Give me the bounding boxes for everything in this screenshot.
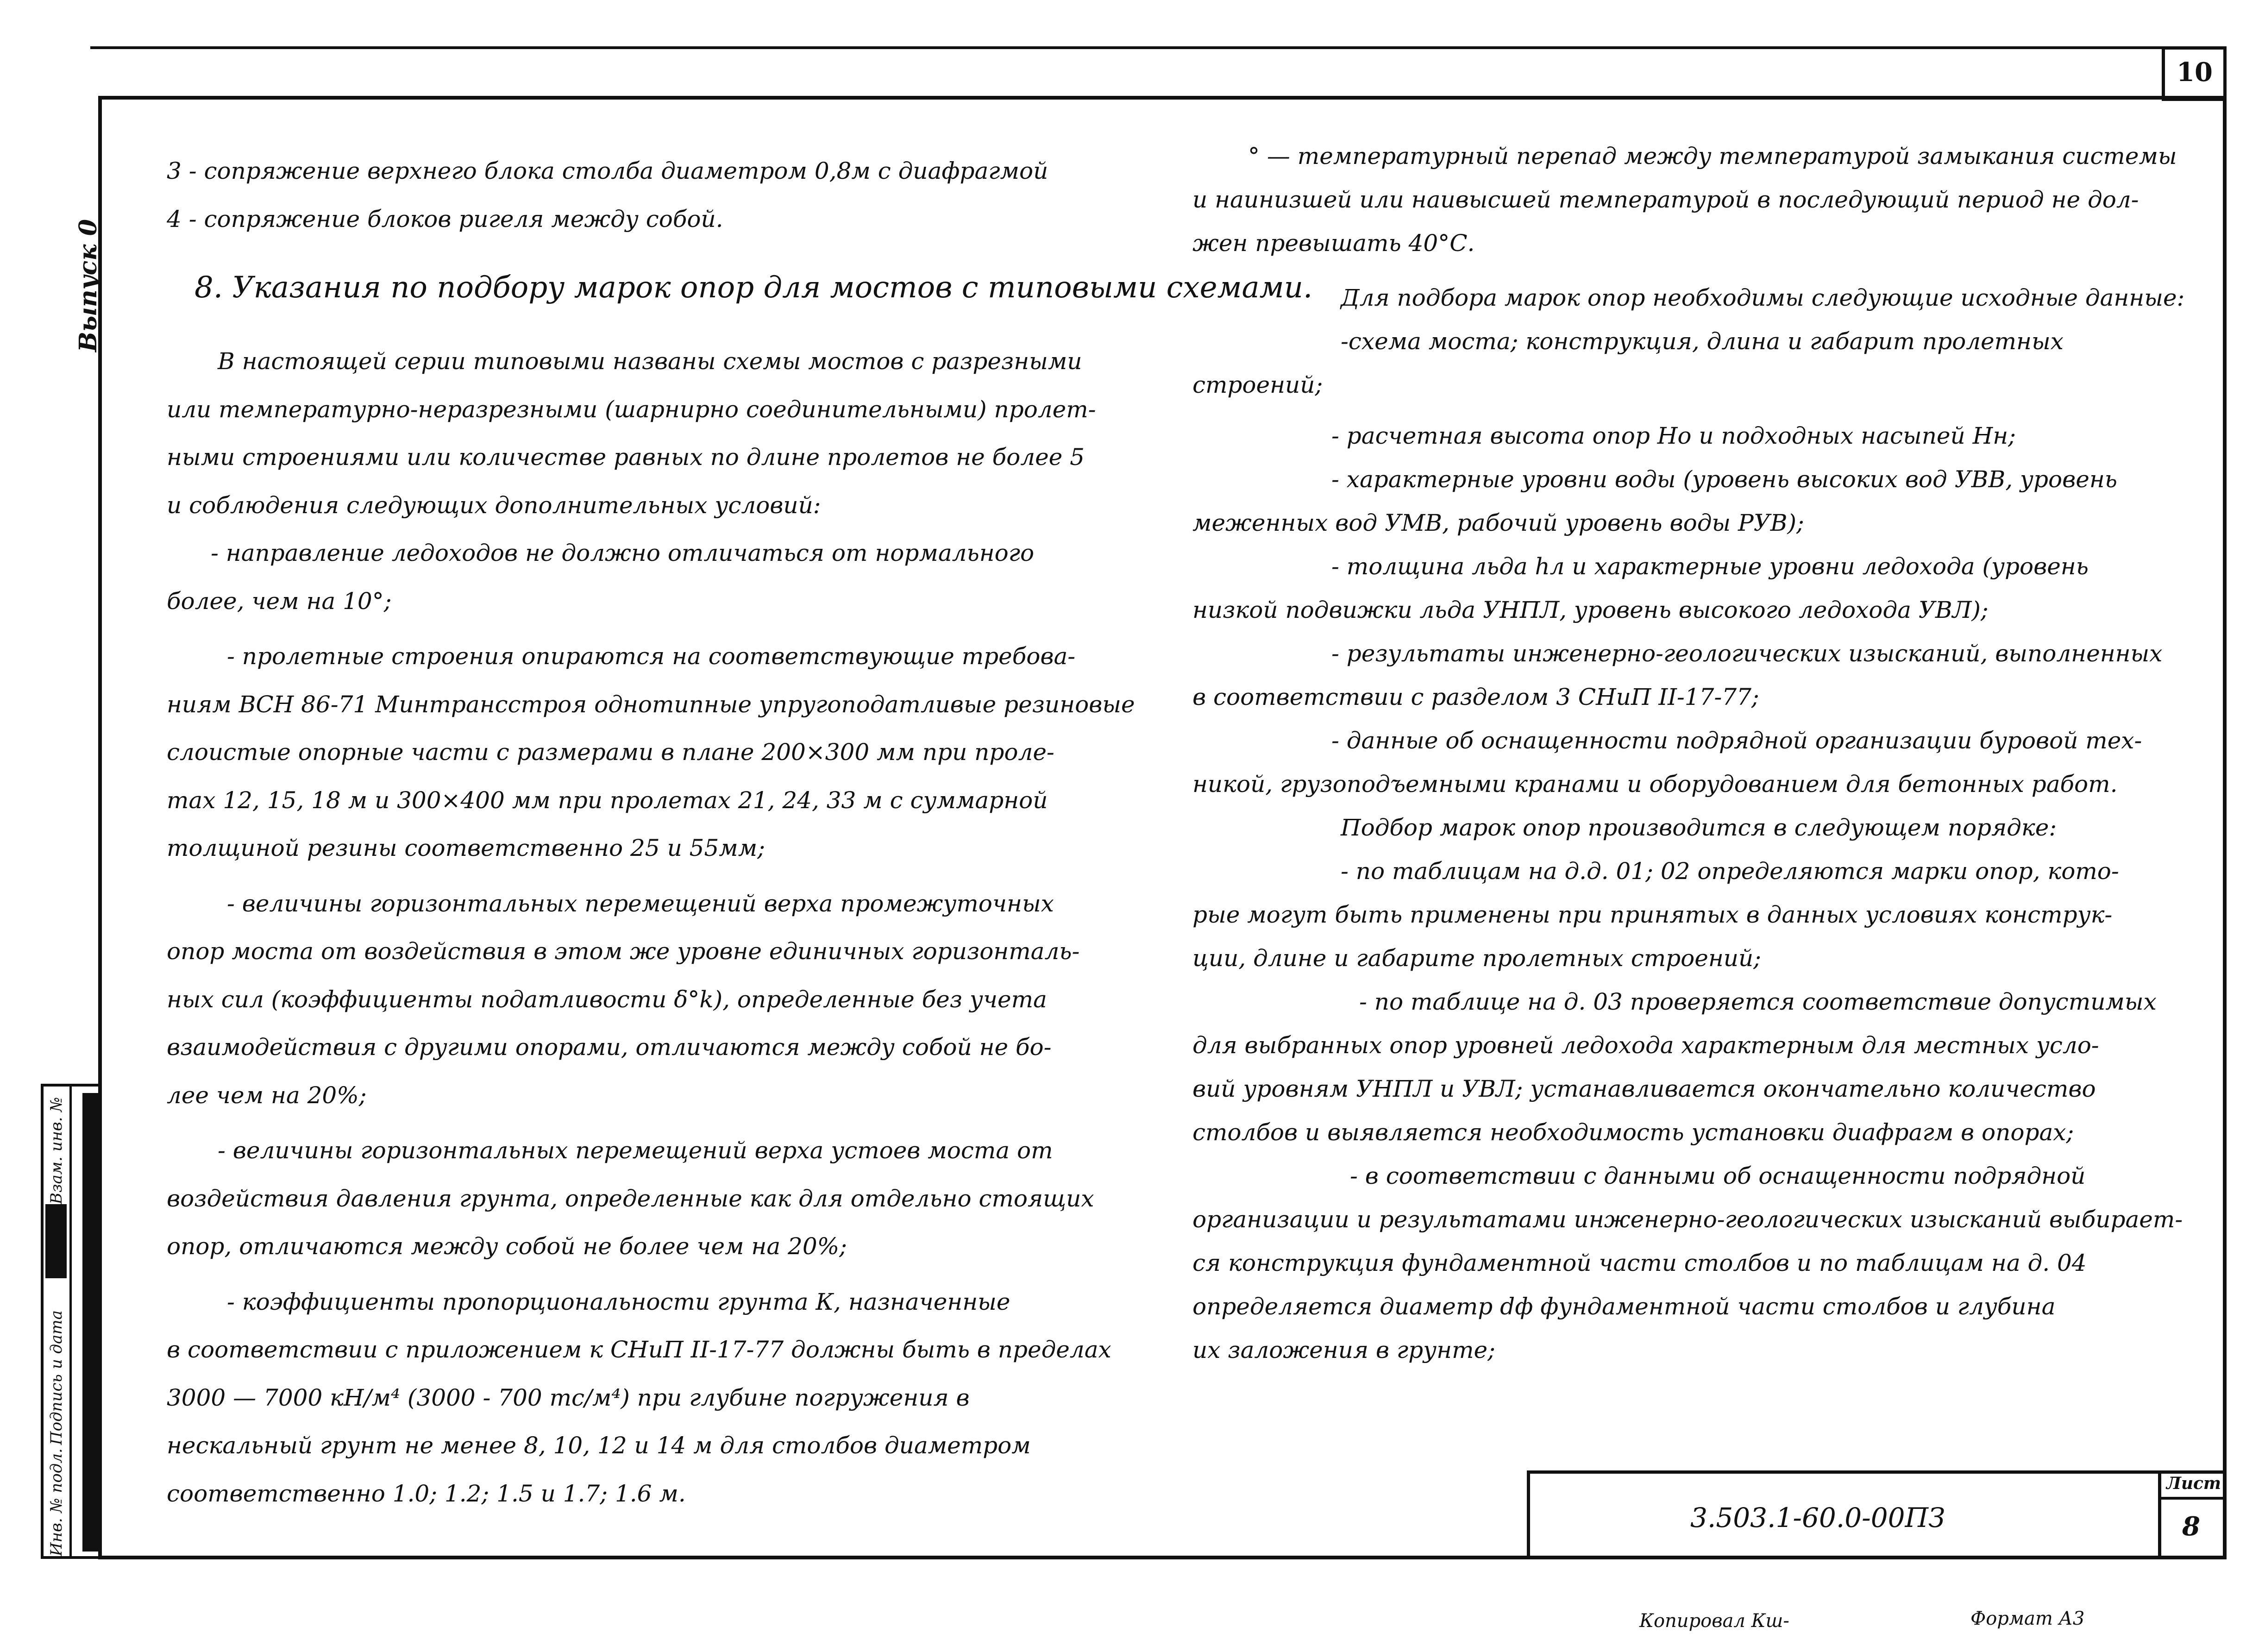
paragraph-line: рые могут быть применены при принятых в данных условиях конструк- — [1192, 901, 2113, 928]
list-item: 4 - сопряжение блоков ригеля между собой. — [167, 205, 723, 232]
stamp-label-sign: Подпись и дата — [47, 1310, 66, 1445]
paragraph-line: ными строениями или количестве равных по длине пролетов не более 5 — [167, 444, 1085, 471]
paragraph-line: - в соответствии с данными об оснащенности подрядной — [1350, 1162, 2086, 1189]
section-heading: 8. Указания по подбору марок опор для мостов с типовыми схемами. — [195, 270, 1313, 305]
sheet-number: 8 — [2182, 1511, 2200, 1542]
paragraph-line: опор, отличаются между собой не более чем на 20%; — [167, 1233, 847, 1260]
paragraph-line: - расчетная высота опор Hо и подходных насыпей Hн; — [1331, 422, 2016, 449]
paragraph-line: воздействия давления грунта, определенные как для отдельно стоящих — [167, 1185, 1094, 1212]
paragraph-line: - толщина льда hл и характерные уровни ледохода (уровень — [1331, 553, 2089, 580]
stamp-label-replace: Взам. инв. № — [47, 1097, 66, 1204]
sheet-label: Лист — [2166, 1474, 2221, 1493]
paragraph-line: - величины горизонтальных перемещений верха промежуточных — [227, 890, 1054, 917]
paragraph-line: ных сил (коэффициенты податливости δ°k), определенные без учета — [167, 986, 1047, 1013]
paragraph-line: низкой подвижки льда УНПЛ, уровень высокого ледохода УВЛ); — [1192, 597, 1989, 623]
paragraph-line: - данные об оснащенности подрядной организации буровой тех- — [1331, 727, 2142, 754]
paragraph-line: - пролетные строения опираются на соответствующие требова- — [227, 643, 1076, 670]
paragraph-line: в соответствии с приложением к СНиП II-17-77 должны быть в пределах — [167, 1336, 1111, 1363]
paragraph-line: -схема моста; конструкция, длина и габарит пролетных — [1341, 328, 2064, 355]
paragraph-line: столбов и выявляется необходимость установки диафрагм в опорах; — [1192, 1119, 2074, 1146]
paragraph-line: ниям ВСН 86-71 Минтрансстроя однотипные упругоподатливые резиновые — [167, 691, 1135, 718]
paragraph-line: тах 12, 15, 18 м и 300×400 мм при пролетах 21, 24, 33 м с суммарной — [167, 786, 1048, 814]
paragraph-line: и соблюдения следующих дополнительных условий: — [167, 491, 821, 519]
paragraph-line: - направление ледоходов не должно отличаться от нормального — [211, 540, 1035, 566]
paragraph-line: взаимодействия с другими опорами, отличаются между собой не бо- — [167, 1034, 1052, 1061]
sheet-label-divider — [2158, 1497, 2227, 1500]
paragraph-line: жен превышать 40°С. — [1192, 230, 1475, 257]
paragraph-line: - по таблице на д. 03 проверяется соответствие допустимых — [1359, 988, 2157, 1015]
issue-note: Выпуск 0 — [74, 219, 102, 352]
left-column — [167, 147, 1312, 1518]
paragraph-line: 3000 — 7000 кН/м⁴ (3000 - 700 тс/м⁴) при глубине погружения в — [167, 1384, 970, 1411]
paragraph-line: - по таблицам на д.д. 01; 02 определяются марки опор, кото- — [1341, 858, 2119, 885]
paragraph-line: - коэффициенты пропорциональности грунта К, назначенные — [227, 1288, 1010, 1315]
paragraph-line: их заложения в грунте; — [1192, 1337, 1495, 1363]
stamp-label-inv: Инв. № подл. — [47, 1448, 66, 1556]
paragraph-line: - результаты инженерно-геологических изысканий, выполненных — [1331, 640, 2163, 667]
footnote-line: ° — температурный перепад между температурой замыкания системы — [1248, 143, 2177, 170]
paragraph-line: лее чем на 20%; — [167, 1081, 367, 1109]
paragraph-line: соответственно 1.0; 1.2; 1.5 и 1.7; 1.6 м. — [167, 1480, 686, 1507]
paragraph-line: Подбор марок опор производится в следующем порядке: — [1341, 814, 2057, 841]
paragraph-line: меженных вод УМВ, рабочий уровень воды РУВ); — [1192, 509, 1804, 536]
paragraph-line: - характерные уровни воды (уровень высоких вод УВВ, уровень — [1331, 466, 2117, 493]
paragraph-line: строений; — [1192, 371, 1323, 398]
document-code: 3.503.1-60.0-00ПЗ — [1690, 1502, 1945, 1533]
top-line — [90, 46, 2209, 49]
paragraph-line: более, чем на 10°; — [167, 587, 392, 615]
paragraph-line: толщиной резины соответственно 25 и 55мм; — [167, 835, 765, 861]
paragraph-line: ся конструкция фундаментной части столбов и по таблицам на д. 04 — [1192, 1250, 2087, 1276]
paragraph-line: и наинизшей или наивысшей температурой в последующий период не дол- — [1192, 186, 2139, 213]
binding-strip-bar — [82, 1093, 98, 1551]
list-item: 3 - сопряжение верхнего блока столба диаметром 0,8м с диафрагмой — [167, 157, 1048, 184]
paragraph-line: организации и результатами инженерно-геологических изысканий выбирает- — [1192, 1206, 2183, 1233]
binding-strip-divider — [69, 1084, 72, 1559]
paragraph-line: определяется диаметр dф фундаментной части столбов и глубина — [1192, 1293, 2056, 1320]
right-column — [1192, 134, 2184, 1372]
paragraph-line: никой, грузоподъемными кранами и оборудованием для бетонных работ. — [1192, 771, 2118, 798]
paragraph-line: - величины горизонтальных перемещений верха устоев моста от — [218, 1137, 1053, 1164]
paragraph-line: в соответствии с разделом 3 СНиП II-17-77; — [1192, 684, 1759, 710]
paragraph-line: ции, длине и габарите пролетных строений; — [1192, 945, 1762, 972]
page-number: 10 — [2177, 57, 2213, 88]
paragraph-line: нескальный грунт не менее 8, 10, 12 и 14 м для столбов диаметром — [167, 1432, 1031, 1459]
paragraph-line: В настоящей серии типовыми названы схемы мостов с разрезными — [218, 348, 1082, 375]
copied-by: Копировал Кш- — [1639, 1610, 1789, 1632]
paragraph-line: слоистые опорные части с размерами в плане 200×300 мм при проле- — [167, 739, 1054, 766]
sheet-format: Формат А3 — [1970, 1608, 2085, 1629]
signature-blot — [45, 1204, 67, 1278]
paragraph-line: вий уровням УНПЛ и УВЛ; устанавливается окончательно количество — [1192, 1075, 2096, 1102]
paragraph-line: или температурно-неразрезными (шарнирно соединительными) пролет- — [167, 396, 1096, 423]
title-block-divider — [2158, 1470, 2161, 1559]
paragraph-line: опор моста от воздействия в этом же уровне единичных горизонталь- — [167, 938, 1080, 965]
paragraph-line: Для подбора марок опор необходимы следующие исходные данные: — [1341, 284, 2185, 311]
paragraph-line: для выбранных опор уровней ледохода характерным для местных усло- — [1192, 1032, 2099, 1059]
